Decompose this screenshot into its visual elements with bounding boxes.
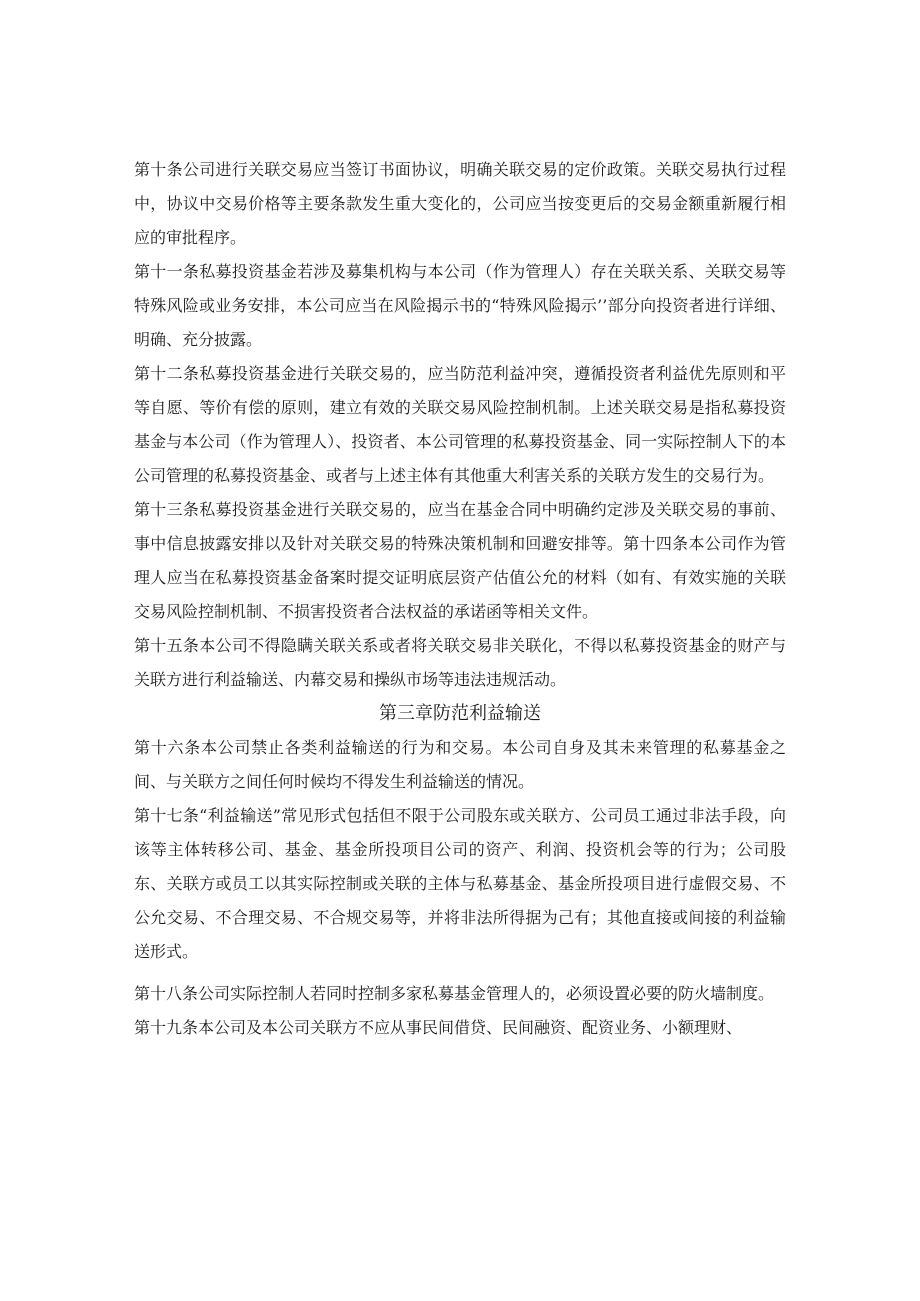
article-12-paragraph: 第十二条私募投资基金进行关联交易的，应当防范利益冲突，遵循投资者利益优先原则和平等自愿、等价有偿的原则，建立有效的关联交易风险控制机制。上述关联交易是指私募投资基金与本公司（作为管理人）、投资者、本公司管理的私募投资基金、同一实际控制人下的本公司管理的私募投资基金、或者与上述主体有其他重大利害关系的关联方发生的交易行为。	[134, 364, 786, 485]
article-13-14-paragraph: 第十三条私募投资基金进行关联交易的，应当在基金合同中明确约定涉及关联交易的事前、事中信息披露安排以及针对关联交易的特殊决策机制和回避安排等。第十四条本公司作为管理人应当在私募投资基金备案时提交证明底层资产估值公允的材料（如有、有效实施的关联交易风险控制机制、不损害投资者合法权益的承诺函等相关文件。	[134, 500, 786, 621]
article-19-paragraph: 第十九条本公司及本公司关联方不应从事民间借贷、民间融资、配资业务、小额理财、	[134, 1018, 743, 1037]
article-11-paragraph: 第十一条私募投资基金若涉及募集机构与本公司（作为管理人）存在关联关系、关联交易等特殊风险或业务安排，本公司应当在风险揭示书的“特殊风险揭示’’部分向投资者进行详细、明确、充分披露。	[134, 262, 786, 349]
article-18-paragraph: 第十八条公司实际控制人若同时控制多家私募基金管理人的，必须设置必要的防火墙制度。	[134, 984, 775, 1003]
article-15-paragraph: 第十五条本公司不得隐瞒关联关系或者将关联交易非关联化，不得以私募投资基金的财产与关联方进行利益输送、内幕交易和操纵市场等违法违规活动。	[134, 636, 786, 689]
article-17-paragraph: 第十七条“利益输送”常见形式包括但不限于公司股东或关联方、公司员工通过非法手段，向该等主体转移公司、基金、基金所投项目公司的资产、利润、投资机会等的行为；公司股东、关联方或员工以其实际控制或关联的主体与私募基金、基金所投项目进行虚假交易、不公允交易、不合理交易、不合规交易等，并将非法所得据为己有；其他直接或间接的利益输送形式。	[134, 806, 786, 961]
document-body	[134, 153, 786, 1045]
article-16-paragraph: 第十六条本公司禁止各类利益输送的行为和交易。本公司自身及其未来管理的私募基金之间、与关联方之间任何时候均不得发生利益输送的情况。	[134, 738, 786, 791]
chapter-heading: 第三章防范利益输送	[379, 703, 541, 724]
article-10-paragraph: 第十条公司进行关联交易应当签订书面协议，明确关联交易的定价政策。关联交易执行过程中，协议中交易价格等主要条款发生重大变化的，公司应当按变更后的交易金额重新履行相应的审批程序。	[134, 160, 786, 247]
